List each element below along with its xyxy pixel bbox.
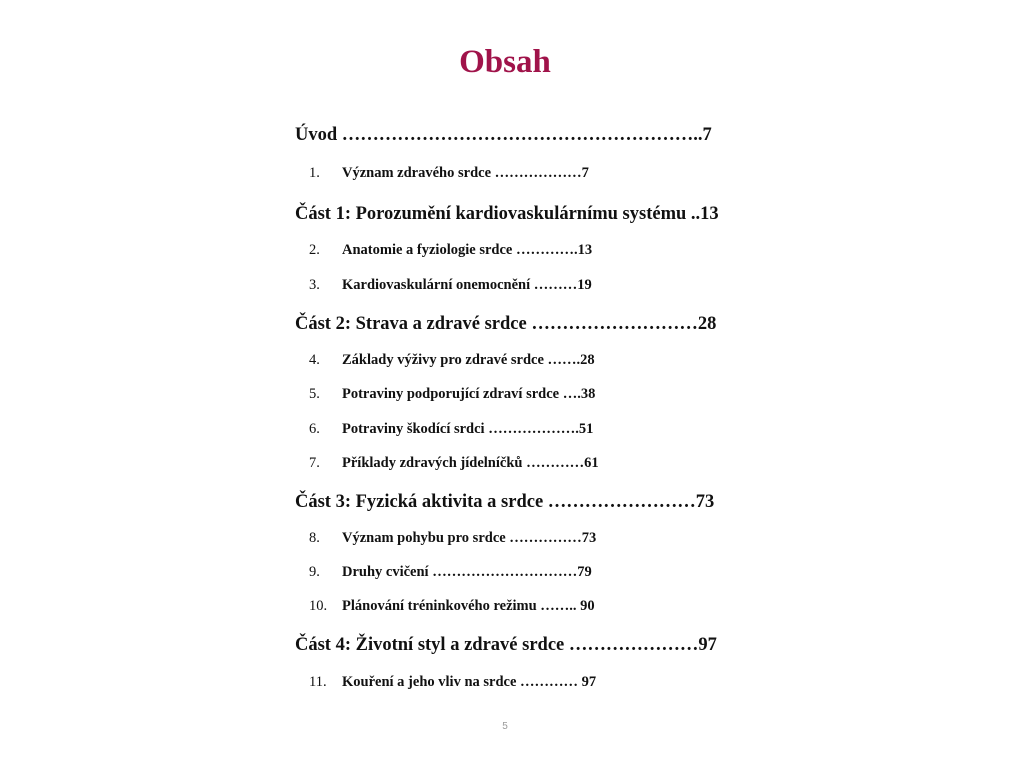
chapter-title: Příklady zdravých jídelníčků …………61 — [342, 455, 599, 471]
chapter-number: 10. — [309, 598, 328, 614]
toc-chapter-10[interactable] — [309, 597, 595, 615]
toc-chapter-7[interactable] — [309, 454, 599, 472]
toc-chapter-6[interactable] — [309, 420, 593, 438]
chapter-title: Význam pohybu pro srdce ……………73 — [342, 530, 597, 546]
chapter-number: 3. — [309, 277, 320, 293]
chapter-title: Potraviny škodící srdci ……………….51 — [342, 421, 594, 437]
chapter-title: Druhy cvičení …………………………79 — [342, 564, 592, 580]
chapter-number: 6. — [309, 421, 320, 437]
page-number: 5 — [502, 721, 508, 732]
chapter-title: Potraviny podporující zdraví srdce ….38 — [342, 386, 596, 402]
chapter-number: 8. — [309, 530, 320, 546]
chapter-title: Kouření a jeho vliv na srdce ………… 97 — [342, 674, 597, 690]
toc-chapter-2[interactable] — [309, 241, 592, 259]
toc-chapter-3[interactable] — [309, 276, 592, 294]
chapter-number: 7. — [309, 455, 320, 471]
toc-part-4[interactable]: Část 4: Životní styl a zdravé srdce …………………97 — [295, 635, 717, 655]
page-title: Obsah — [459, 44, 551, 80]
chapter-number: 5. — [309, 386, 320, 402]
toc-part-1[interactable]: Část 1: Porozumění kardiovaskulárnímu systému ..13 — [295, 204, 719, 224]
chapter-number: 11. — [309, 674, 327, 690]
chapter-number: 4. — [309, 352, 320, 368]
toc-part-2[interactable]: Část 2: Strava a zdravé srdce ………………………28 — [295, 314, 717, 334]
chapter-title: Základy výživy pro zdravé srdce …….28 — [342, 352, 595, 368]
chapter-title: Plánování tréninkového režimu …….. 90 — [342, 598, 595, 614]
chapter-title: Význam zdravého srdce ………………7 — [342, 165, 589, 181]
toc-chapter-11[interactable] — [309, 673, 596, 691]
toc-part-uvod[interactable]: Úvod …………………………………………………..7 — [295, 125, 712, 145]
toc-part-3[interactable]: Část 3: Fyzická aktivita a srdce ……………………73 — [295, 492, 715, 512]
toc-chapter-1[interactable] — [309, 164, 589, 182]
toc-chapter-9[interactable] — [309, 563, 592, 581]
toc-chapter-8[interactable] — [309, 529, 596, 547]
chapter-title: Anatomie a fyziologie srdce ………….13 — [342, 242, 593, 258]
chapter-title: Kardiovaskulární onemocnění ………19 — [342, 277, 592, 293]
toc-chapter-4[interactable] — [309, 351, 595, 369]
toc-chapter-5[interactable] — [309, 385, 595, 403]
chapter-number: 9. — [309, 564, 320, 580]
chapter-number: 2. — [309, 242, 320, 258]
chapter-number: 1. — [309, 165, 320, 181]
